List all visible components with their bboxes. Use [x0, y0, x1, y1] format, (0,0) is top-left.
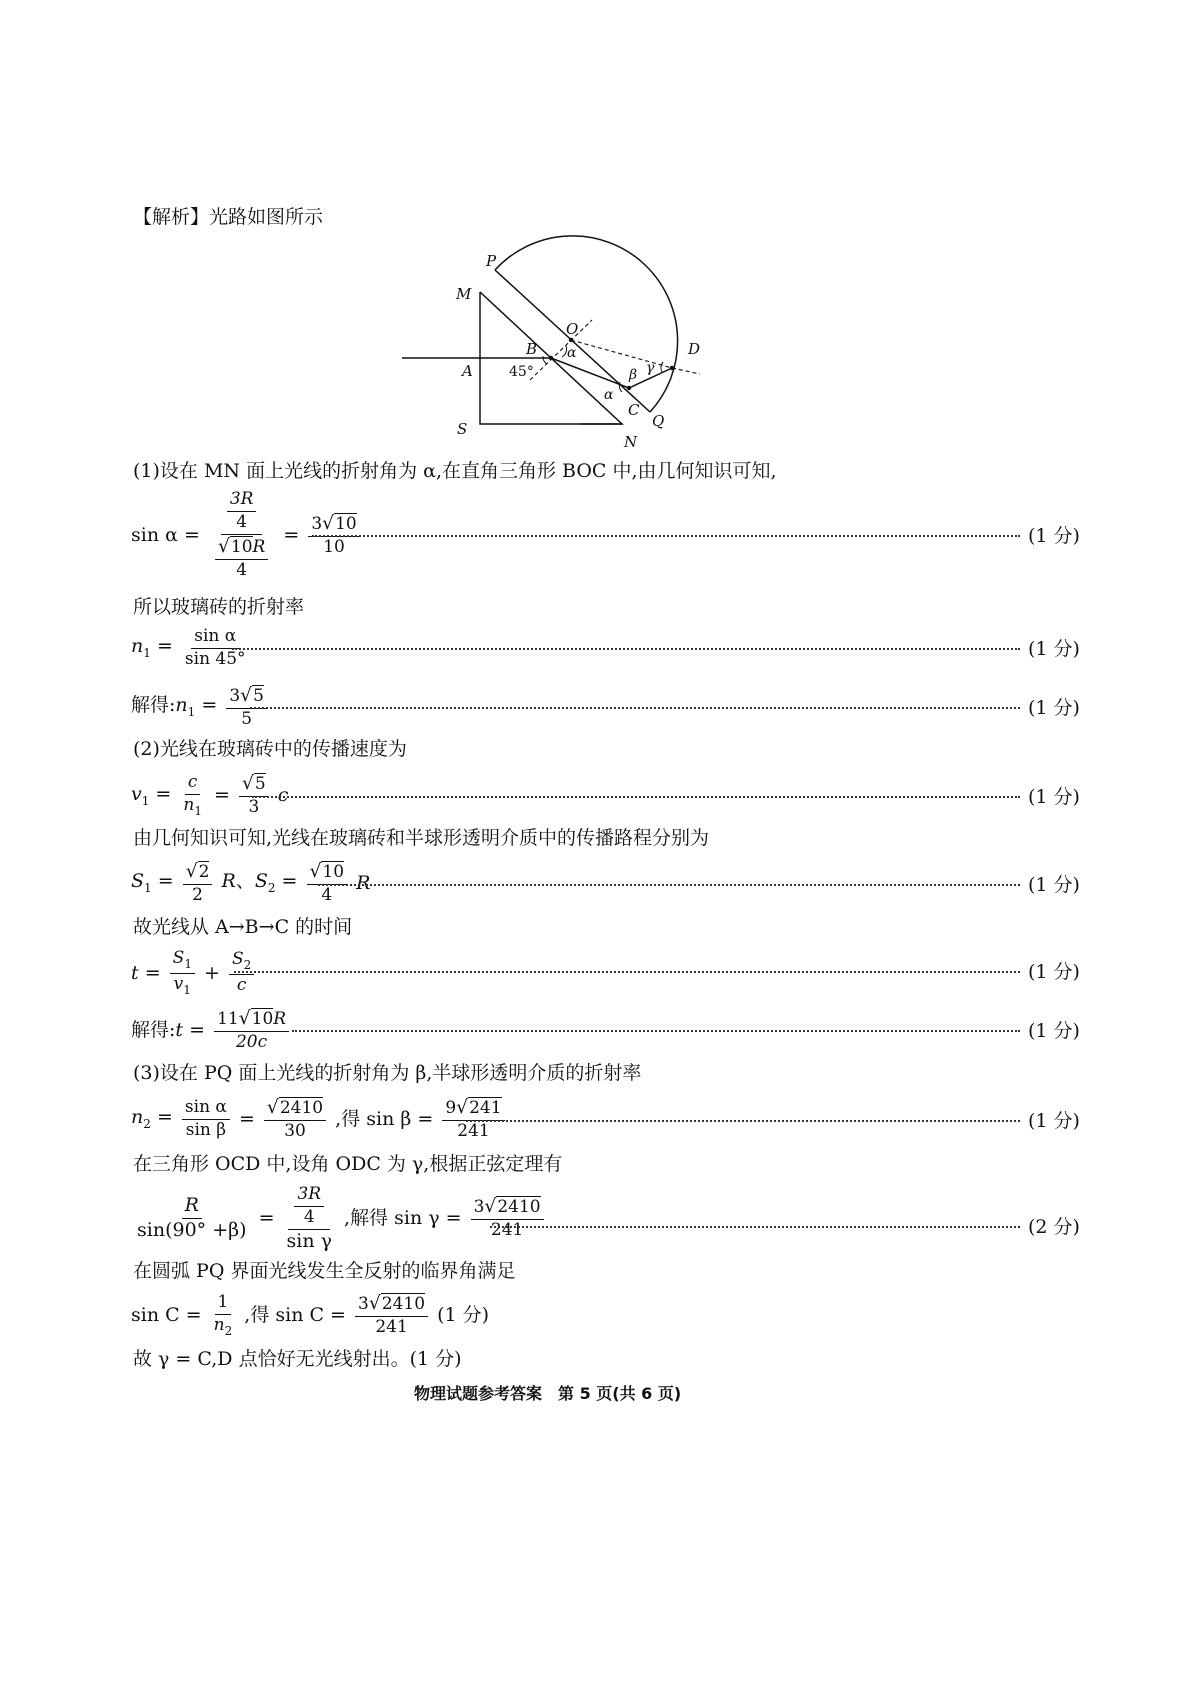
point-c-dot	[627, 386, 631, 390]
label-c: C	[628, 401, 640, 419]
fraction-sin-alpha-over-sin45: $\frac{\text{sin α}}{\sin 45^\circ}$	[184, 626, 246, 669]
fraction-s1-over-v1: $\frac{S_1}{v_1}$	[170, 950, 195, 996]
score-inline: (1 分)	[437, 1304, 490, 1327]
score-4: (1 分)	[1028, 786, 1080, 808]
conclusion-text: 故 γ = C,D 点恰好无光线射出。(1 分)	[133, 1348, 462, 1370]
fraction-s2-over-c: $\frac{S_2}{c}$	[229, 951, 254, 994]
fraction-11sqrt10r-over-20c: $\frac{11√10R}{20c}$	[214, 1009, 289, 1052]
time-solution: 解得:t = $\frac{11√10R}{20c}$	[131, 1009, 292, 1052]
fraction-3sqrt10-over-10: $\frac{3√10}{10}$	[308, 514, 359, 557]
fraction-3r-over-4: $\frac{3R}{4}$	[294, 1186, 324, 1227]
score-7: (1 分)	[1028, 1020, 1080, 1042]
fraction-sqrt10r-over-4: $\frac{√10R}{4}$	[215, 537, 268, 580]
fraction-3sqrt5-over-5: $\frac{3√5}{5}$	[226, 686, 267, 729]
sin-alpha-equation: sin α = $\frac{\frac{3R}{4}}{\frac{√10R}{4}}$ = $\frac{3√10}{10}$	[131, 491, 363, 579]
part2-intro: (2)光线在玻璃砖中的传播速度为	[133, 738, 407, 760]
n2-equation: $n_2$ = $\frac{\text{sin α}}{\text{sin β}}$ = $\frac{√2410}{30}$ ,得 sin β = $\frac{9√241}{241}$	[131, 1098, 508, 1141]
sin-alpha-lhs: sin α =	[131, 523, 200, 546]
score-3: (1 分)	[1028, 697, 1080, 719]
angle-arc-c	[619, 382, 622, 392]
label-d: D	[688, 340, 701, 358]
refractive-index-text: 所以玻璃砖的折射率	[133, 596, 305, 618]
fraction-9sqrt241-over-241: $\frac{9√241}{241}$	[442, 1098, 504, 1141]
fraction-c-over-n1: $\frac{c}{n_1}$	[183, 772, 202, 818]
angle-arc-gamma	[661, 362, 663, 372]
n1-equation: $n_1$ = $\frac{\text{sin α}}{\sin 45^\circ}$	[131, 628, 252, 669]
refracted-ray-bc	[551, 358, 629, 388]
critical-angle-text: 在圆弧 PQ 界面光线发生全反射的临界角满足	[133, 1260, 516, 1282]
label-45-degrees: 45°	[509, 364, 534, 380]
fraction-3sqrt2410-over-241: $\frac{3√2410}{241}$	[355, 1294, 428, 1337]
hemisphere-arc	[495, 236, 678, 412]
section-header: 【解析】光路如图所示	[133, 206, 324, 228]
dot-leader	[466, 1120, 1020, 1122]
n1-solution: 解得$:n_1$ = $\frac{3√5}{5}$	[131, 686, 270, 729]
fraction-3sqrt2410-over-241: $\frac{3√2410}{241}$	[471, 1197, 544, 1240]
angle-arc-b	[543, 356, 547, 364]
point-o-dot	[569, 338, 573, 342]
point-d-dot	[670, 366, 674, 370]
score-9: (2 分)	[1028, 1216, 1080, 1238]
normal-at-d-dashed	[672, 368, 700, 374]
fraction-sqrt2-over-2: $\frac{√2}{2}$	[183, 862, 213, 905]
fraction-1-over-n2: $\frac{1}{n_2}$	[213, 1292, 233, 1338]
dot-leader	[292, 1030, 1020, 1032]
label-q: Q	[652, 412, 665, 430]
dot-leader	[234, 971, 1020, 973]
dot-leader	[252, 796, 1020, 798]
score-8: (1 分)	[1028, 1110, 1080, 1132]
dot-leader	[250, 707, 1020, 709]
dot-leader	[318, 884, 1020, 886]
time-equation: t = $\frac{S_1}{v_1}$ + $\frac{S_2}{c}$	[131, 950, 257, 996]
path-lengths-equation: $S_1$ = $\frac{√2}{2}$ R、$S_2$ = $\frac{√10}{4}$ R	[131, 861, 371, 905]
v1-equation: $v_1$ = $\frac{c}{n_1}$ = $\frac{√5}{3}$ c	[131, 772, 289, 818]
label-alpha-1: α	[567, 345, 577, 361]
label-b: B	[526, 340, 538, 358]
label-m: M	[456, 285, 472, 303]
part1-intro: (1)设在 MN 面上光线的折射角为 α,在直角三角形 BOC 中,由几何知识可知,	[133, 460, 777, 482]
fraction-sqrt2410-over-30: $\frac{√2410}{30}$	[264, 1098, 326, 1141]
time-text: 故光线从 A→B→C 的时间	[133, 916, 353, 938]
score-5: (1 分)	[1028, 874, 1080, 896]
dot-leader	[490, 1226, 1020, 1228]
light-path-diagram	[395, 232, 715, 454]
sin-c-equation: sin C = $\frac{1}{n_2}$ ,得 sin C = $\frac{3√2410}{241}$ (1 分)	[131, 1292, 490, 1338]
score-1: (1 分)	[1028, 525, 1080, 547]
fraction-3r-over-4: $\frac{3R}{4}$	[227, 491, 257, 532]
dot-leader	[312, 535, 1020, 537]
label-alpha-2: α	[604, 387, 614, 403]
score-2: (1 分)	[1028, 638, 1080, 660]
sine-law-equation: $\frac{R}{\sin(90^\circ +\beta)}$ = $\frac{\frac{3R}{4}}{\text{sin γ}}$ ,解得 sin γ = $\frac{3√2410}{241}$	[131, 1186, 547, 1252]
label-gamma: γ	[646, 360, 655, 376]
label-a: A	[462, 362, 473, 380]
sin-alpha-compound-fraction	[209, 491, 274, 579]
fraction-sqrt10-over-4: $\frac{√10}{4}$	[307, 862, 348, 905]
path-length-text: 由几何知识可知,光线在玻璃砖和半球形透明介质中的传播路程分别为	[133, 827, 710, 849]
fraction-r-over-sin90-beta: $\frac{R}{\sin(90^\circ +\beta)}$	[137, 1194, 247, 1242]
label-n: N	[624, 433, 638, 451]
label-s: S	[457, 420, 468, 438]
dot-leader	[232, 648, 1020, 650]
label-p: P	[486, 252, 497, 270]
label-o: O	[566, 320, 579, 338]
score-6: (1 分)	[1028, 961, 1080, 983]
fraction-sin-alpha-over-sin-beta: $\frac{\text{sin α}}{\text{sin β}}$	[182, 1099, 230, 1140]
page-footer: 物理试题参考答案 第 5 页(共 6 页)	[414, 1384, 682, 1403]
fraction-3r4-over-sin-gamma: $\frac{\frac{3R}{4}}{\text{sin γ}}$	[286, 1184, 332, 1252]
label-beta: β	[629, 367, 638, 383]
part3-intro: (3)设在 PQ 面上光线的折射角为 β,半球形透明介质的折射率	[133, 1062, 642, 1084]
fraction-sqrt5-over-3: $\frac{√5}{3}$	[239, 774, 269, 817]
point-b-dot	[549, 356, 553, 360]
triangle-text: 在三角形 OCD 中,设角 ODC 为 γ,根据正弦定理有	[133, 1153, 563, 1175]
